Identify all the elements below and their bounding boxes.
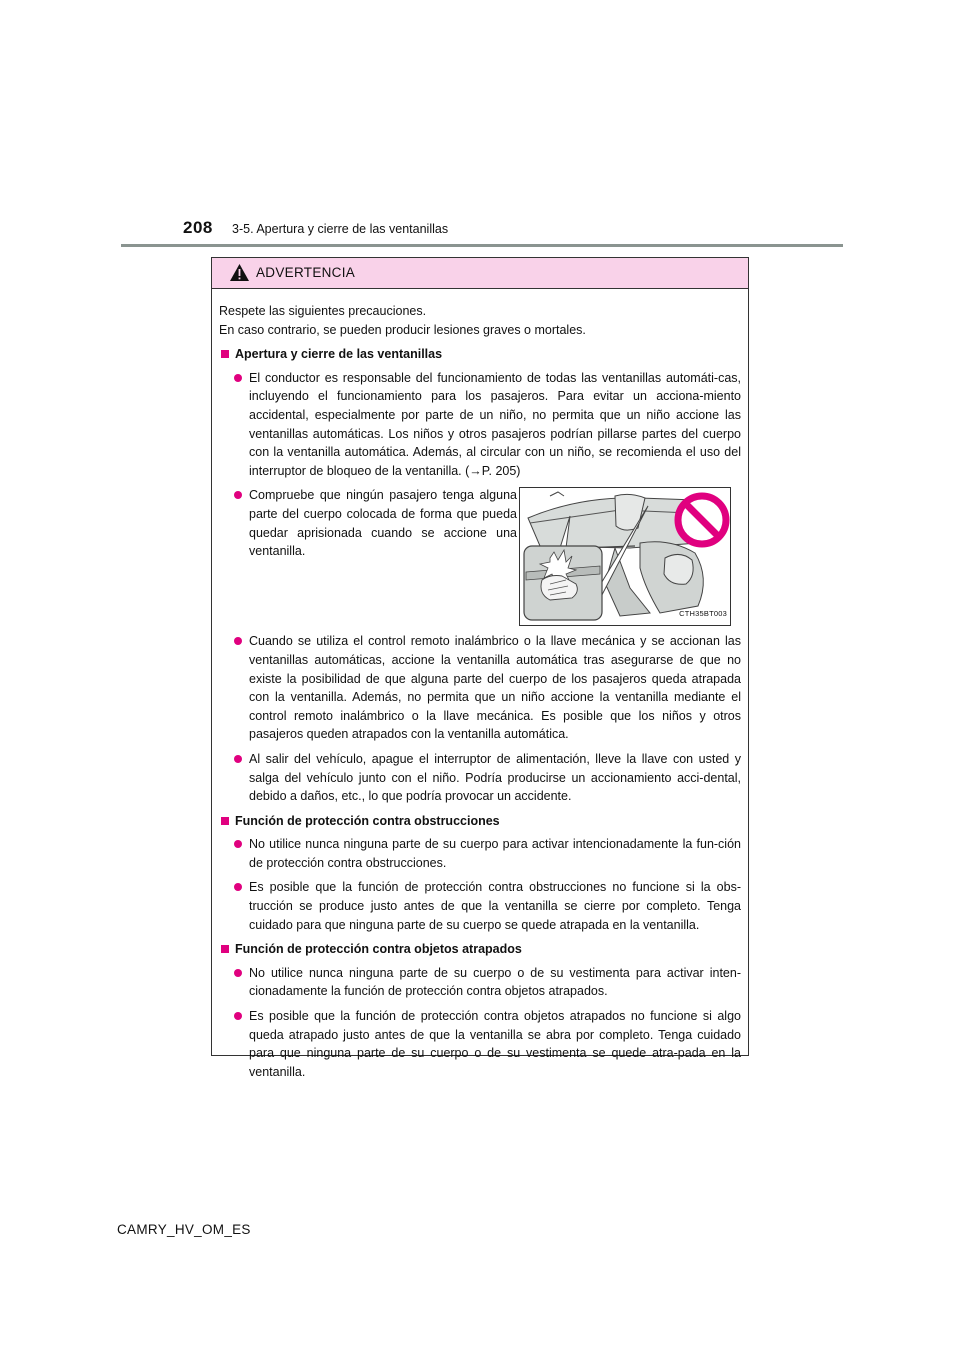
bullet-item: Cuando se utiliza el control remoto inalámbrico o la llave mecánica y se accionan las ventanillas automáticas, accione la ventanilla automática tras asegurarse de que no existe la posibilidad de que alguna parte del cuerpo de los pasajeros queda atrapada con la ventanilla. Además, no permita que un niño accione la ventanilla mediante el control remoto inalámbrico o la llave mecánica. Es posible que los niños y otros pasajeros queden atrapados con la ventanilla automática. — [219, 632, 741, 744]
bullet-dot-icon — [234, 969, 242, 977]
window-pinch-illustration — [519, 487, 731, 626]
bullet-item: Compruebe que ningún pasajero tenga alguna parte del cuerpo colocada de forma que pueda quedar aprisionada cuando se accione una ventanilla. — [219, 486, 517, 626]
bullet-item: Al salir del vehículo, apague el interruptor de alimentación, lleve la llave con usted y salga del vehículo junto con el niño. Podría producirse un accionamiento acci-dental, debido a daños, etc., lo que podría provocar un accidente. — [219, 750, 741, 806]
warning-body — [212, 289, 748, 1081]
section-heading: Función de protección contra objetos atrapados — [219, 940, 741, 959]
warning-header — [212, 258, 748, 289]
bullet-dot-icon — [234, 1012, 242, 1020]
header-rule — [121, 244, 843, 247]
bullet-item: Es posible que la función de protección contra objetos atrapados no funcione si algo queda atrapado justo antes de que la ventanilla se abra por completo. Tenga cuidado para que ninguna parte de su cuerpo o de su vestimenta se quede atra-pada en la ventanilla. — [219, 1007, 741, 1081]
bullet-dot-icon — [234, 374, 242, 382]
bullet-item: No utilice nunca ninguna parte de su cuerpo o de su vestimenta para activar inten-cionadamente la función de protección contra objetos atrapados. — [219, 964, 741, 1001]
bullet-dot-icon — [234, 491, 242, 499]
document-code: CAMRY_HV_OM_ES — [117, 1222, 251, 1237]
bullet-dot-icon — [234, 637, 242, 645]
bullet-dot-icon — [234, 840, 242, 848]
bullet-dot-icon — [234, 883, 242, 891]
intro-line: En caso contrario, se pueden producir lesiones graves o mortales. — [219, 322, 586, 337]
warning-triangle-icon — [229, 263, 250, 282]
intro-line: Respete las siguientes precauciones. — [219, 304, 427, 318]
section-heading: Función de protección contra obstrucciones — [219, 812, 741, 831]
section-heading: Apertura y cierre de las ventanillas — [219, 345, 741, 364]
bullet-item: El conductor es responsable del funcionamiento de todas las ventanillas automáti-cas, incluyendo el funcionamiento para los pasajeros. Para evitar un acciona-miento accidental, especialmente por parte de un niño, no permita que un niño accione las ventanillas automáticas. Los niños y otros pasajeros podrían pillarse partes del cuerpo con la ventanilla automática. Además, al circular con un niño, se recomienda el uso del interruptor de bloqueo de la ventanilla. (→P. 205) — [219, 369, 741, 481]
prohibited-icon — [678, 496, 726, 544]
bullet-dot-icon — [234, 755, 242, 763]
page-number: 208 — [183, 218, 213, 237]
section-title: 3-5. Apertura y cierre de las ventanillas — [232, 222, 449, 236]
warning-title: ADVERTENCIA — [256, 265, 356, 280]
figure-code: CTH35BT003 — [679, 608, 727, 618]
figure-row — [219, 486, 741, 626]
warning-box — [211, 257, 749, 1079]
bullet-item: Es posible que la función de protección contra obstrucciones no funcione si la obs-trucción se produce justo antes de que la ventanilla se cierre por completo. Tenga cuidado para que ninguna parte de su cuerpo se quede atrapada en la ventanilla. — [219, 878, 741, 934]
bullet-item: No utilice nunca ninguna parte de su cuerpo para activar intencionadamente la fun-ción de protección contra obstrucciones. — [219, 835, 741, 872]
